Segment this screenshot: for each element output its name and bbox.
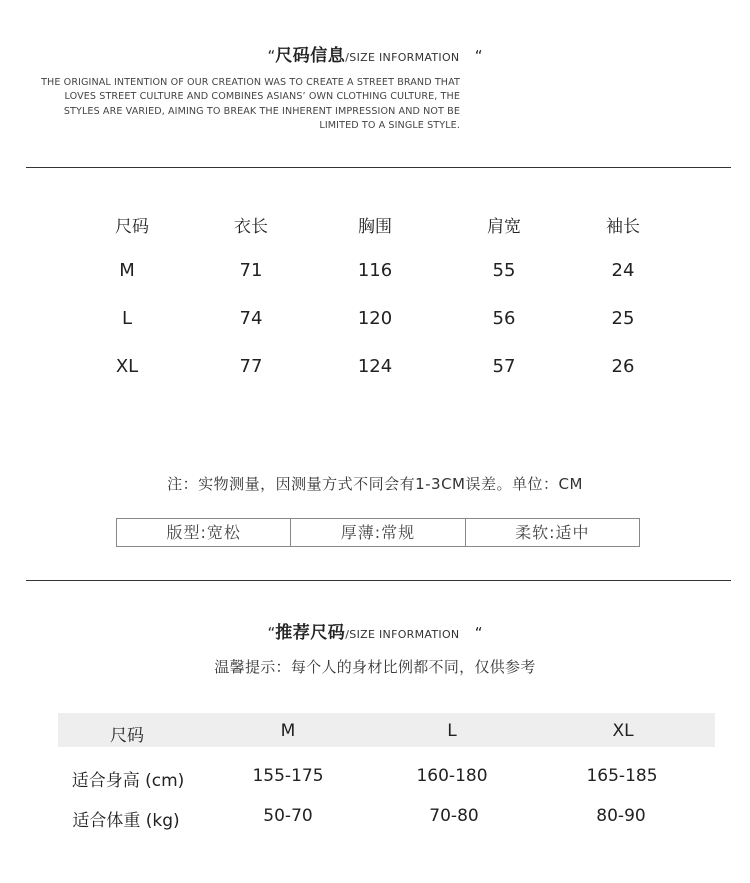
measurement-note: 注：实物测量，因测量方式不同会有1-3CM误差。单位：CM	[167, 475, 583, 493]
table-cell: 24	[611, 260, 635, 281]
table-cell: 77	[239, 356, 263, 377]
size-info-heading	[0, 41, 750, 66]
recommend-header-l: L	[447, 721, 457, 741]
table-cell: 160-180	[416, 766, 488, 786]
size-header-chest: 胸围	[358, 217, 392, 237]
property-thickness: 厚薄:常规	[291, 519, 465, 546]
table-cell: 165-185	[586, 766, 658, 786]
table-cell: 57	[492, 356, 516, 377]
size-header-sleeve: 袖长	[606, 217, 640, 237]
divider-top	[26, 167, 731, 168]
garment-properties	[116, 518, 640, 547]
intro-line: LOVES STREET CULTURE AND COMBINES ASIANS’ OWN CLOTHING CULTURE, THE	[64, 91, 460, 103]
recommend-header-m: M	[280, 721, 296, 741]
table-cell: 26	[611, 356, 635, 377]
table-cell: 50-70	[263, 806, 313, 826]
table-cell: 120	[357, 308, 393, 329]
brand-intro	[20, 76, 460, 133]
size-info-title-cn: 尺码信息	[275, 46, 346, 66]
table-cell: 适合身高 (cm)	[71, 771, 185, 791]
table-cell: M	[119, 260, 135, 281]
table-cell: 80-90	[596, 806, 646, 826]
recommend-heading	[0, 618, 750, 643]
quote-open: “	[267, 47, 276, 65]
table-cell: 56	[492, 308, 516, 329]
size-header-shoulder: 肩宽	[487, 217, 521, 237]
table-cell: 55	[492, 260, 516, 281]
table-cell: 71	[239, 260, 263, 281]
table-cell: 124	[357, 356, 393, 377]
table-cell: 116	[357, 260, 393, 281]
table-cell: 155-175	[252, 766, 324, 786]
table-cell: 25	[611, 308, 635, 329]
property-fit: 版型:宽松	[117, 519, 291, 546]
intro-line: STYLES ARE VARIED, AIMING TO BREAK THE INHERENT IMPRESSION AND NOT BE	[63, 105, 460, 117]
recommend-title-cn: 推荐尺码	[275, 623, 346, 643]
intro-line: THE ORIGINAL INTENTION OF OUR CREATION WAS TO CREATE A STREET BRAND THAT	[41, 77, 460, 88]
table-cell: XL	[115, 356, 139, 377]
quote-close: “	[474, 624, 483, 642]
table-cell: L	[121, 308, 133, 329]
property-softness: 柔软:适中	[515, 523, 590, 542]
table-cell: 74	[239, 308, 263, 329]
recommend-tip: 温馨提示：每个人的身材比例都不同，仅供参考	[214, 658, 536, 676]
intro-line: LIMITED TO A SINGLE STYLE.	[319, 119, 460, 131]
size-header-length: 衣长	[234, 217, 268, 237]
table-cell: 70-80	[429, 806, 479, 826]
size-header-size: 尺码	[115, 217, 149, 237]
recommend-header-xl: XL	[612, 721, 634, 741]
quote-open: “	[267, 624, 276, 642]
size-info-title-en: /SIZE INFORMATION	[345, 51, 460, 64]
recommend-title-en: /SIZE INFORMATION	[345, 628, 460, 641]
quote-close: “	[474, 47, 483, 65]
recommend-header-size: 尺码	[110, 726, 144, 746]
divider-middle	[26, 580, 731, 581]
table-cell: 适合体重 (kg)	[72, 811, 180, 831]
